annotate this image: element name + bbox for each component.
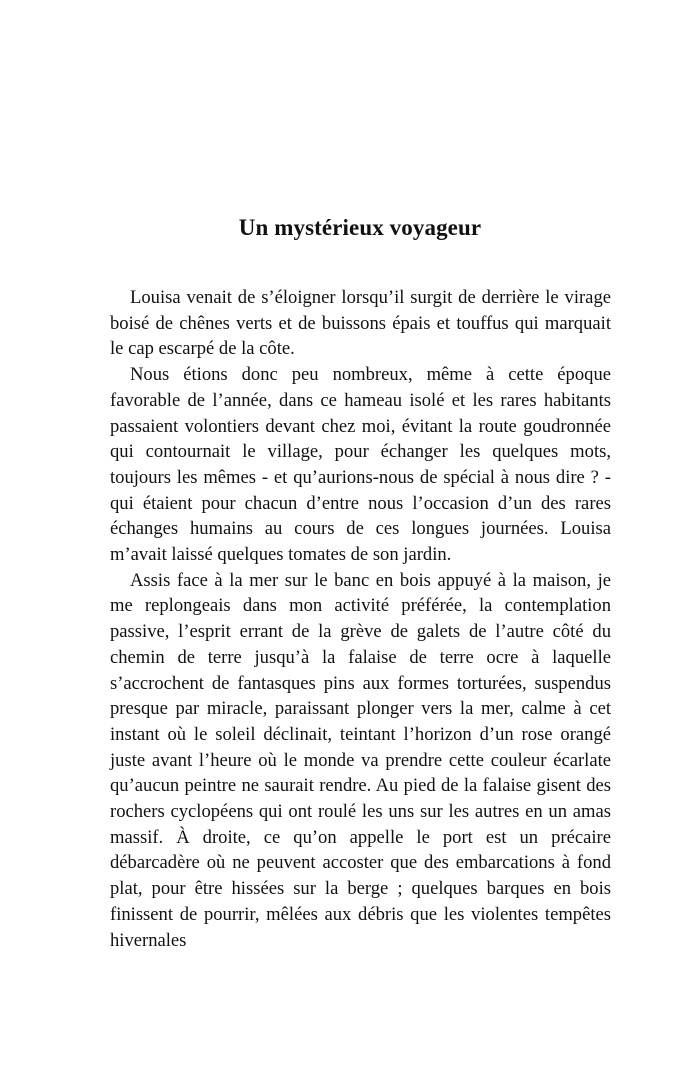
chapter-title: Un mystérieux voyageur <box>238 215 482 240</box>
paragraph-louisa-departure: Louisa venait de s’éloigner lorsqu’il surgit de derrière le virage boisé de chênes verts et de buissons épais et touffus qui marquait le cap escarpé de la côte. <box>110 287 611 360</box>
chapter-body <box>110 285 611 953</box>
paragraph-village-inhabitants: Nous étions donc peu nombreux, même à cette époque favorable de l’année, dans ce hameau isolé et les rares habitants passaient volontiers devant chez moi, évitant la route goudronnée qui contournait le village, pour échanger les quelques mots, toujours les mêmes - et qu’aurions-nous de spécial à nous dire ? - qui étaient pour chacun d’entre nous l’occasion d’un des rares échanges humains au cours de ces longues journées. Louisa m’avait laissé quelques tomates de son jardin. <box>110 364 611 566</box>
paragraph-sea-contemplation: Assis face à la mer sur le banc en bois appuyé à la maison, je me replongeais dans mon activité préférée, la contemplation passive, l’esprit errant de la grève de galets de l’autre côté du chemin de terre jusqu’à la falaise de terre ocre à laquelle s’accrochent de fantasques pins aux formes torturées, suspendus presque par miracle, paraissant plonger vers la mer, calme à cet instant où le soleil déclinait, teintant l’horizon d’un rose orangé juste avant l’heure où le monde va prendre cette couleur écarlate qu’aucun peintre ne saurait rendre. Au pied de la falaise gisent des rochers cyclopéens qui ont roulé les uns sur les autres en un amas massif. À droite, ce qu’on appelle le port est un précaire débarcadère où ne peuvent accoster que des embarcations à fond plat, pour être hissées sur la berge ; quelques barques en bois finissent de pourrir, mêlées aux débris que les violentes tempêtes hivernales <box>110 569 611 951</box>
